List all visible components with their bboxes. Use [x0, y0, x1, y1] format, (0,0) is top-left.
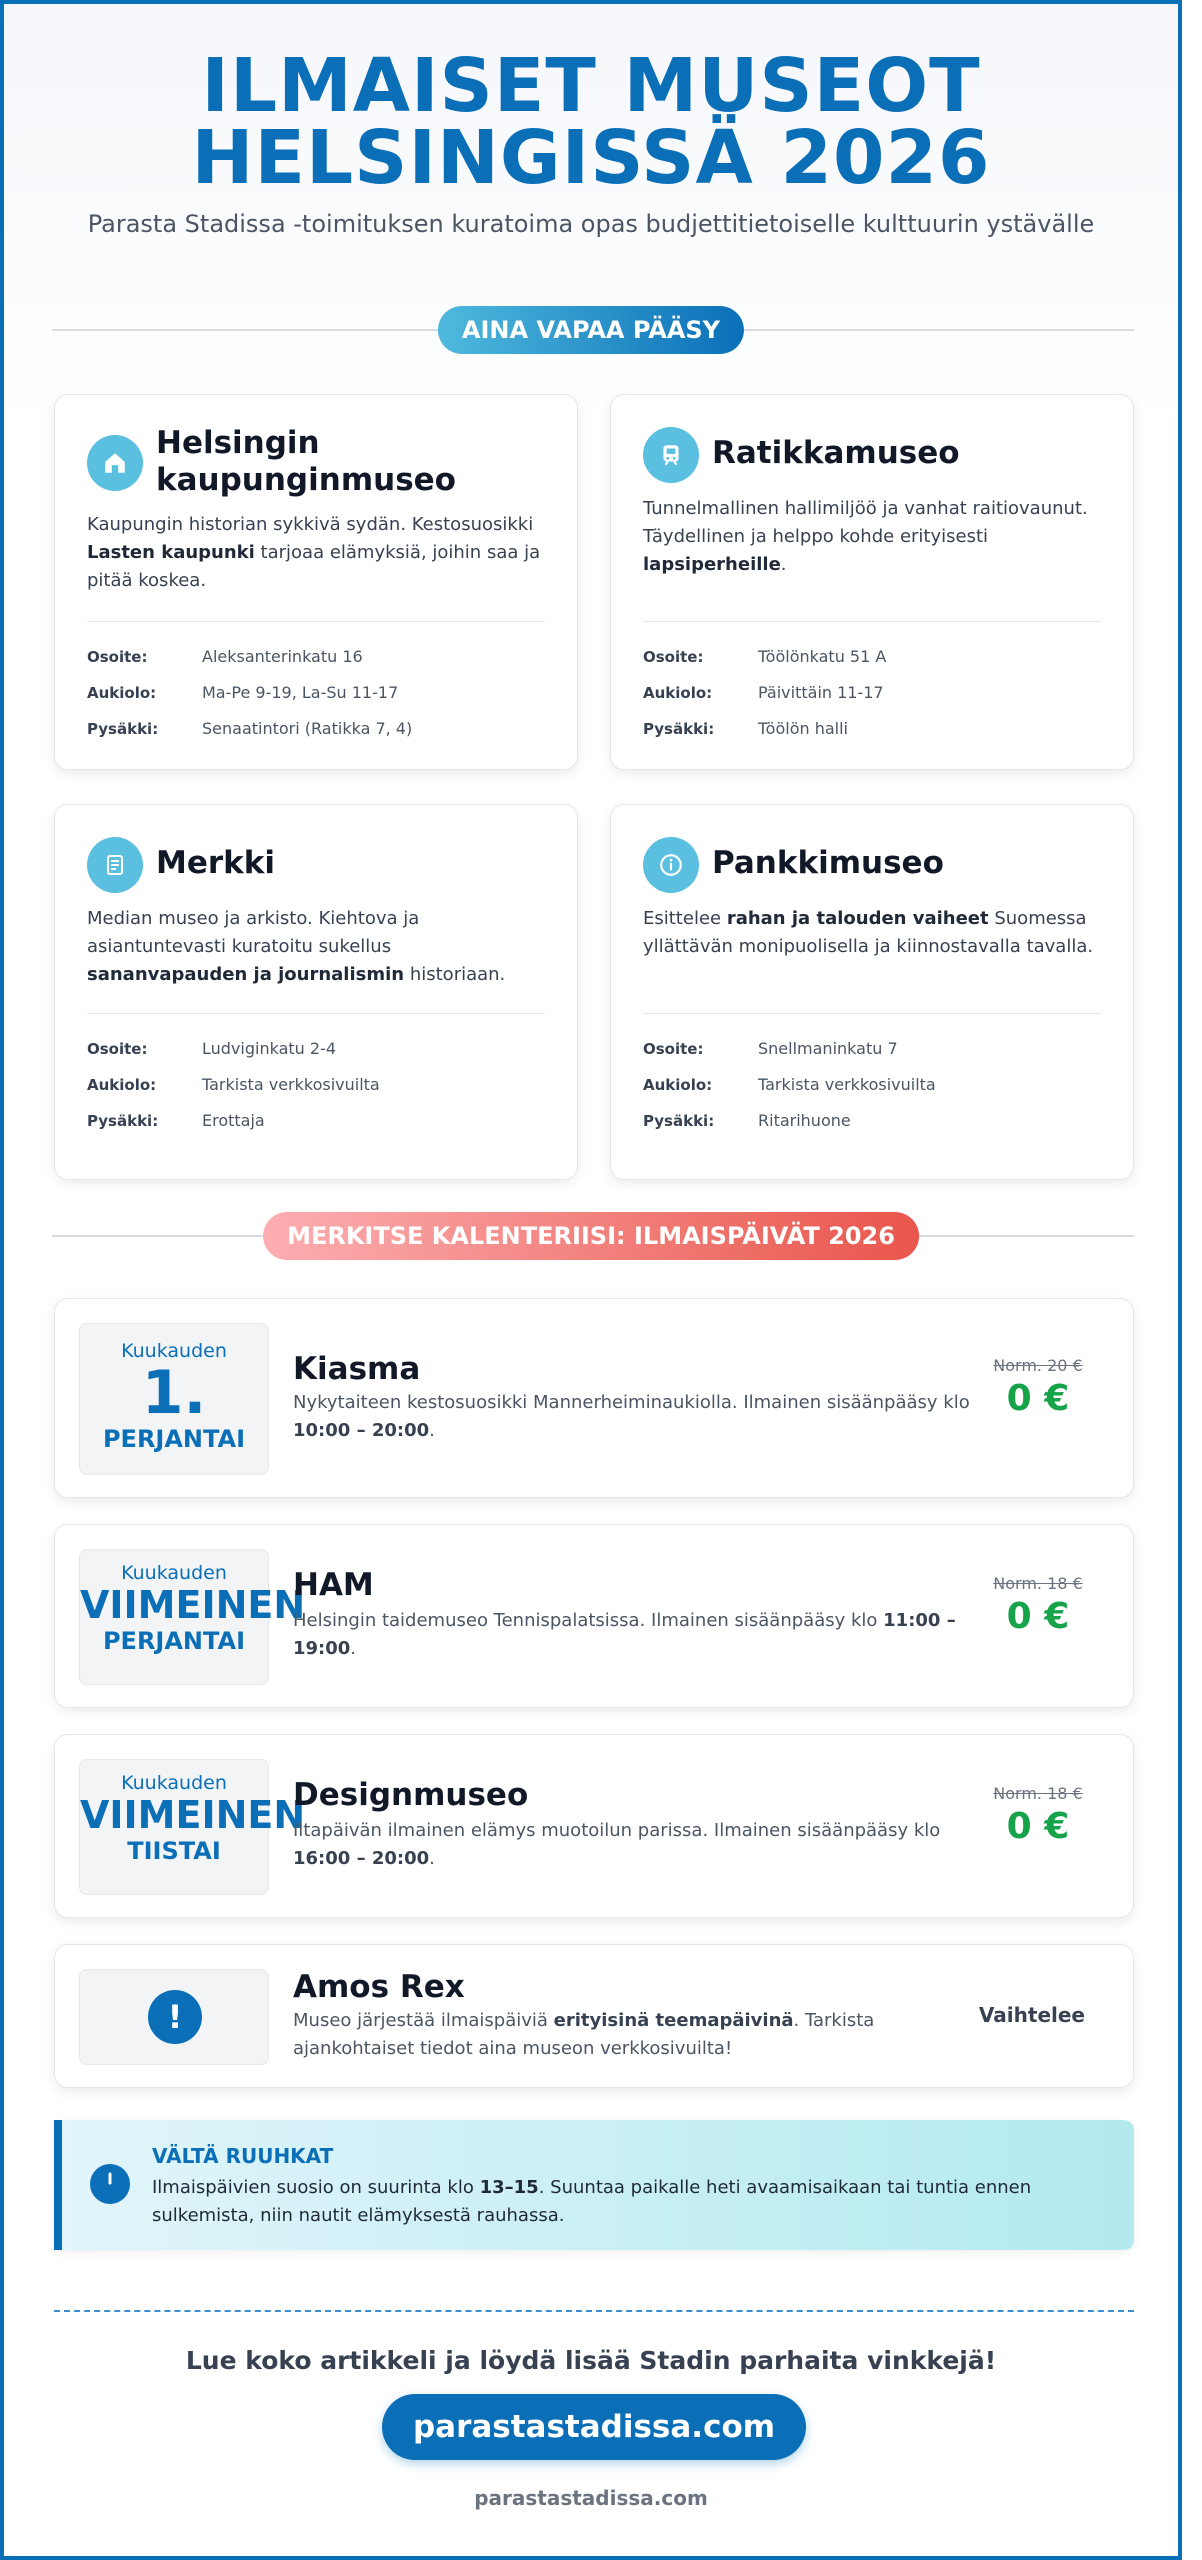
museum-description: Kaupungin historian sykkivä sydän. Kestosuosikki Lasten kaupunki tarjoaa elämyksiä, joihin saa ja pitää koskea. — [87, 514, 541, 591]
free-day-description: Museo järjestää ilmaispäiviä erityisinä teemapäivinä. Tarkista ajankohtaiset tiedot aina museon verkkosivuilta! — [293, 2010, 875, 2059]
museum-info: Osoite: Snellmaninkatu 7 Aukiolo: Tarkista verkkosivuilta Pysäkki: Ritarihuone — [643, 1039, 936, 1130]
tram-icon — [643, 427, 699, 483]
museum-card — [54, 394, 578, 770]
home-icon — [87, 435, 143, 491]
museum-card — [54, 804, 578, 1180]
price-varies: Vaihtelee — [978, 2003, 1085, 2027]
footer-site: parastastadissa.com — [474, 2486, 708, 2510]
free-day-description: Iltapäivän ilmainen elämys muotoilun parissa. Ilmainen sisäänpääsy klo 16:00 – 20:00. — [293, 1820, 941, 1869]
free-day-row — [54, 1944, 1134, 2088]
date-badge: Kuukauden 1. PERJANTAI — [79, 1323, 269, 1475]
museum-info: Osoite: Aleksanterinkatu 16 Aukiolo: Ma-Pe 9-19, La-Su 11-17 Pysäkki: Senaatintori (Ratikka 7, 4) — [87, 647, 413, 738]
free-day-description: Nykytaiteen kestosuosikki Mannerheiminaukiolla. Ilmainen sisäänpääsy klo 10:00 – 20:00. — [293, 1392, 970, 1441]
card-divider — [643, 621, 1101, 622]
free-day-row — [54, 1298, 1134, 1498]
tip-text: Ilmaispäivien suosio on suurinta klo 13–15. Suuntaa paikalle heti avaamisaikaan tai tuntia ennen sulkemista, niin nautit elämyksestä rauhassa. — [152, 2177, 1032, 2226]
title-line-1: ILMAISET MUSEOT — [201, 43, 981, 129]
clock-icon — [90, 2164, 130, 2204]
date-badge: Kuukauden VIIMEINEN PERJANTAI — [79, 1549, 269, 1685]
price-block — [983, 1573, 1093, 1639]
document-icon — [87, 837, 143, 893]
card-divider — [87, 1013, 545, 1014]
normal-price: Norm. 18 € — [993, 1574, 1083, 1593]
card-divider — [643, 1013, 1101, 1014]
free-day-row — [54, 1734, 1134, 1918]
free-day-description: Helsingin taidemuseo Tennispalatsissa. Ilmainen sisäänpääsy klo 11:00 – 19:00. — [293, 1610, 956, 1659]
museum-name: Ratikkamuseo — [712, 435, 960, 471]
alert-icon: ! — [148, 1990, 202, 2044]
normal-price: Norm. 20 € — [993, 1356, 1083, 1375]
page-title — [4, 43, 1178, 201]
tip-box — [54, 2120, 1134, 2250]
section-calendar-label: MERKITSE KALENTERIISI: ILMAISPÄIVÄT 2026 — [263, 1212, 919, 1260]
free-price: 0 € — [1006, 1378, 1070, 1419]
section-free-label: AINA VAPAA PÄÄSY — [438, 306, 744, 354]
museum-description: Median museo ja arkisto. Kiehtova ja asiantuntevasti kuratoitu sukellus sananvapauden ja journalismin historiaan. — [87, 908, 506, 985]
free-price: 0 € — [1006, 1596, 1070, 1637]
museum-info: Osoite: Ludviginkatu 2-4 Aukiolo: Tarkista verkkosivuilta Pysäkki: Erottaja — [87, 1039, 380, 1130]
normal-price: Norm. 18 € — [993, 1784, 1083, 1803]
museum-name: Designmuseo — [293, 1777, 529, 1813]
museum-name: Amos Rex — [293, 1969, 465, 2005]
museum-info: Osoite: Töölönkatu 51 A Aukiolo: Päivittäin 11-17 Pysäkki: Töölön halli — [643, 647, 887, 738]
museum-card — [610, 804, 1134, 1180]
footer-cta: Lue koko artikkeli ja löydä lisää Stadin parhaita vinkkejä! — [185, 2346, 997, 2375]
date-badge: Kuukauden VIIMEINEN TIISTAI — [79, 1759, 269, 1895]
museum-name: Merkki — [156, 845, 276, 881]
website-button[interactable]: parastastadissa.com — [382, 2394, 806, 2460]
price-block — [983, 1355, 1093, 1421]
tip-heading: VÄLTÄ RUUHKAT — [152, 2144, 334, 2168]
date-badge — [79, 1969, 269, 2065]
footer-divider — [54, 2310, 1134, 2312]
page-subtitle: Parasta Stadissa -toimituksen kuratoima opas budjettitietoiselle kulttuurin ystävälle — [87, 210, 1095, 238]
free-price: 0 € — [1006, 1806, 1070, 1847]
museum-description: Esittelee rahan ja talouden vaiheet Suomessa yllättävän monipuolisella ja kiinnostavalla tavalla. — [643, 908, 1094, 957]
museum-name: HAM — [293, 1567, 374, 1603]
museum-description: Tunnelmallinen hallimiljöö ja vanhat raitiovaunut. Täydellinen ja helppo kohde erityisesti lapsiperheille. — [643, 498, 1088, 575]
museum-name: Helsingin kaupunginmuseo — [156, 425, 456, 498]
title-line-2: HELSINGISSÄ 2026 — [191, 115, 991, 201]
info-icon — [643, 837, 699, 893]
free-day-row — [54, 1524, 1134, 1708]
museum-card — [610, 394, 1134, 770]
museum-name: Kiasma — [293, 1351, 421, 1387]
card-divider — [87, 621, 545, 622]
price-block — [983, 1783, 1093, 1849]
museum-name: Pankkimuseo — [712, 845, 944, 881]
